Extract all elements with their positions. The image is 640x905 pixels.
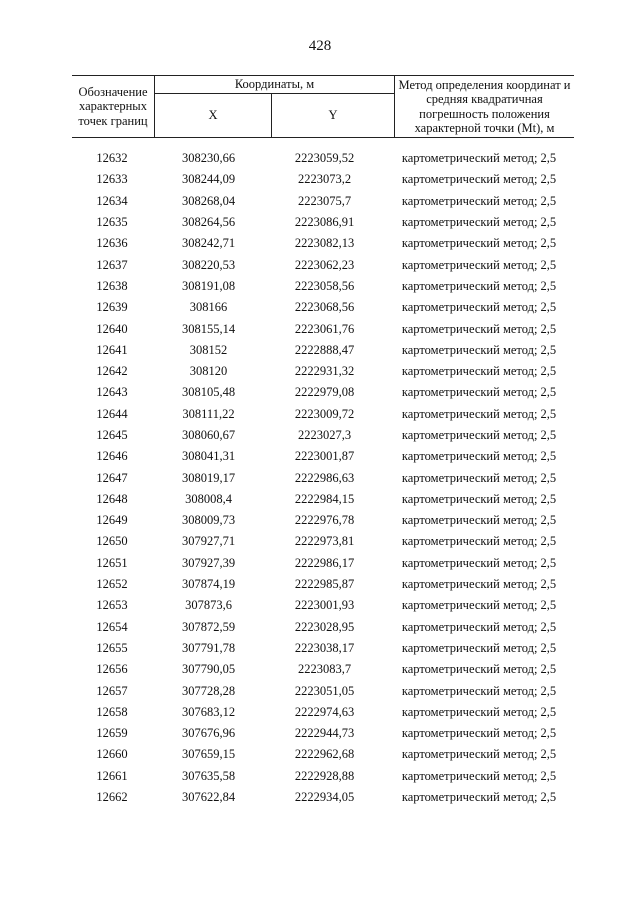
- method-cell: картометрический метод; 2,5: [401, 193, 557, 208]
- y-coordinate-cell: 2223009,72: [294, 406, 355, 421]
- method-cell: картометрический метод; 2,5: [401, 619, 557, 634]
- method-cell: картометрический метод; 2,5: [401, 470, 557, 485]
- point-id-cell: 12656: [96, 662, 128, 677]
- point-id-cell: 12637: [96, 257, 128, 272]
- y-coordinate-cell: 2222986,63: [294, 470, 355, 485]
- method-cell: картометрический метод; 2,5: [401, 300, 557, 315]
- x-coordinate-cell: 308019,17: [181, 470, 236, 485]
- table-row: [72, 233, 574, 254]
- y-coordinate-cell: 2223062,23: [294, 257, 355, 272]
- method-cell: картометрический метод; 2,5: [401, 491, 557, 506]
- x-coordinate-cell: 308242,71: [181, 236, 236, 251]
- point-id-cell: 12655: [96, 640, 128, 655]
- x-coordinate-cell: 308166: [189, 300, 228, 315]
- point-id-cell: 12653: [96, 598, 128, 613]
- method-cell: картометрический метод; 2,5: [401, 428, 557, 442]
- table-row: [72, 404, 574, 425]
- method-cell: картометрический метод; 2,5: [401, 662, 557, 677]
- x-coordinate-cell: 307872,59: [181, 619, 236, 634]
- point-id-cell: 12648: [96, 491, 128, 506]
- x-coordinate-cell: 308041,31: [181, 449, 236, 464]
- table-row: [72, 617, 574, 638]
- point-id-cell: 12633: [96, 172, 128, 187]
- method-header: Метод определения координат и средняя квадратичная погрешность положения характерной точки (Mt), м: [395, 76, 575, 138]
- table-row: [72, 212, 574, 233]
- table-row: [72, 787, 574, 808]
- y-coordinate-cell: 2222944,73: [294, 726, 355, 741]
- point-id-cell: 12660: [96, 747, 128, 762]
- y-coordinate-cell: 2223086,91: [294, 215, 355, 230]
- table-row: [72, 254, 574, 275]
- x-coordinate-cell: 308268,04: [181, 193, 236, 208]
- x-coordinate-cell: 308111,22: [182, 406, 235, 421]
- y-coordinate-cell: 2223058,56: [294, 278, 355, 293]
- method-cell: картометрический метод; 2,5: [401, 704, 557, 719]
- point-id-cell: 12640: [96, 321, 128, 336]
- page-number: 428: [308, 38, 332, 54]
- method-cell: картометрический метод; 2,5: [401, 406, 557, 421]
- x-coordinate-cell: 308230,66: [181, 151, 236, 166]
- point-id-cell: 12647: [96, 470, 128, 485]
- table-row: [72, 553, 574, 574]
- y-coordinate-cell: 2222931,32: [294, 364, 355, 379]
- x-coordinate-cell: 308264,56: [181, 215, 236, 230]
- table-row: [72, 638, 574, 659]
- x-coordinate-cell: 307676,96: [181, 726, 236, 741]
- table-row: [72, 318, 574, 339]
- point-designation-header: Обозначение характерных точек границ: [72, 76, 155, 138]
- table-row: [72, 680, 574, 701]
- y-coordinate-cell: 2222974,63: [294, 704, 355, 719]
- point-id-cell: 12650: [96, 534, 128, 549]
- method-cell: картометрический метод; 2,5: [401, 172, 557, 187]
- y-coordinate-cell: 2222928,88: [294, 768, 355, 783]
- table-row: [72, 446, 574, 467]
- table-row: [72, 744, 574, 765]
- method-cell: картометрический метод; 2,5: [401, 555, 557, 570]
- method-cell: картометрический метод; 2,5: [401, 534, 557, 549]
- coordinates-header: Координаты, м: [155, 76, 395, 94]
- point-id-cell: 12643: [96, 385, 128, 400]
- x-coordinate-cell: 307728,28: [181, 683, 236, 698]
- y-coordinate-cell: 2223068,56: [294, 300, 355, 315]
- method-cell: картометрический метод; 2,5: [401, 321, 557, 336]
- y-coordinate-cell: 2223073,2: [297, 172, 352, 187]
- table-row: [72, 361, 574, 382]
- table-row: [72, 467, 574, 488]
- method-cell: картометрический метод; 2,5: [401, 768, 557, 783]
- point-id-cell: 12634: [96, 193, 128, 208]
- method-cell: картометрический метод; 2,5: [401, 342, 557, 357]
- method-cell: картометрический метод; 2,5: [401, 449, 557, 464]
- method-cell: картометрический метод; 2,5: [401, 683, 557, 698]
- point-id-cell: 12651: [96, 555, 128, 570]
- x-column-header: X: [155, 94, 272, 138]
- table-row: [72, 595, 574, 616]
- point-id-cell: 12654: [96, 619, 128, 634]
- table-row: [72, 340, 574, 361]
- point-id-cell: 12645: [96, 428, 128, 442]
- y-coordinate-cell: 2223059,52: [294, 151, 355, 166]
- table-row: [72, 574, 574, 595]
- y-coordinate-cell: 2222973,81: [294, 534, 355, 549]
- method-cell: картометрический метод; 2,5: [401, 385, 557, 400]
- coordinates-table-header: [72, 75, 574, 138]
- table-row: [72, 297, 574, 318]
- x-coordinate-cell: 308152: [189, 342, 228, 357]
- method-cell: картометрический метод; 2,5: [401, 577, 557, 592]
- y-coordinate-cell: 2222888,47: [294, 342, 355, 357]
- method-cell: картометрический метод; 2,5: [401, 215, 557, 230]
- x-coordinate-cell: 308105,48: [181, 385, 236, 400]
- point-id-cell: 12657: [96, 683, 128, 698]
- y-coordinate-cell: 2223061,76: [294, 321, 355, 336]
- method-cell: картометрический метод; 2,5: [401, 640, 557, 655]
- point-id-cell: 12659: [96, 726, 128, 741]
- point-id-cell: 12644: [96, 406, 128, 421]
- y-coordinate-cell: 2223028,95: [294, 619, 355, 634]
- point-id-cell: 12632: [96, 151, 128, 166]
- point-id-cell: 12641: [96, 342, 128, 357]
- table-row: [72, 510, 574, 531]
- x-coordinate-cell: 307873,6: [185, 598, 232, 613]
- point-id-cell: 12662: [96, 790, 128, 805]
- point-id-cell: 12658: [96, 704, 128, 719]
- point-id-cell: 12639: [96, 300, 128, 315]
- table-row: [72, 531, 574, 552]
- x-coordinate-cell: 308060,67: [181, 428, 236, 442]
- coordinates-table-body: [72, 148, 574, 808]
- method-cell: картометрический метод; 2,5: [401, 257, 557, 272]
- y-column-header: Y: [272, 94, 395, 138]
- method-cell: картометрический метод; 2,5: [401, 364, 557, 379]
- table-row: [72, 766, 574, 787]
- x-coordinate-cell: 308244,09: [181, 172, 236, 187]
- method-cell: картометрический метод; 2,5: [401, 747, 557, 762]
- y-coordinate-cell: 2222985,87: [294, 577, 355, 592]
- y-coordinate-cell: 2223075,7: [297, 193, 352, 208]
- y-coordinate-cell: 2223001,93: [294, 598, 355, 613]
- method-cell: картометрический метод; 2,5: [401, 278, 557, 293]
- table-row: [72, 169, 574, 190]
- method-cell: картометрический метод; 2,5: [401, 151, 557, 166]
- x-coordinate-cell: 308191,08: [181, 278, 236, 293]
- table-row: [72, 723, 574, 744]
- y-coordinate-cell: 2222934,05: [294, 790, 355, 805]
- x-coordinate-cell: 307683,12: [181, 704, 236, 719]
- table-row: [72, 702, 574, 723]
- method-cell: картометрический метод; 2,5: [401, 790, 557, 805]
- point-id-cell: 12638: [96, 278, 128, 293]
- point-id-cell: 12646: [96, 449, 128, 464]
- method-cell: картометрический метод; 2,5: [401, 726, 557, 741]
- y-coordinate-cell: 2222979,08: [294, 385, 355, 400]
- y-coordinate-cell: 2223051,05: [294, 683, 355, 698]
- point-id-cell: 12636: [96, 236, 128, 251]
- x-coordinate-cell: 308120: [189, 364, 228, 379]
- x-coordinate-cell: 308009,73: [181, 513, 236, 528]
- x-coordinate-cell: 307790,05: [181, 662, 236, 677]
- y-coordinate-cell: 2222984,15: [294, 491, 355, 506]
- point-id-cell: 12661: [96, 768, 128, 783]
- x-coordinate-cell: 307635,58: [181, 768, 236, 783]
- y-coordinate-cell: 2223027,3: [297, 428, 352, 442]
- method-cell: картометрический метод; 2,5: [401, 598, 557, 613]
- y-coordinate-cell: 2222986,17: [294, 555, 355, 570]
- x-coordinate-cell: 307874,19: [181, 577, 236, 592]
- table-row: [72, 148, 574, 169]
- x-coordinate-cell: 308220,53: [181, 257, 236, 272]
- y-coordinate-cell: 2223082,13: [294, 236, 355, 251]
- x-coordinate-cell: 307791,78: [181, 640, 236, 655]
- point-id-cell: 12649: [96, 513, 128, 528]
- table-row: [72, 659, 574, 680]
- y-coordinate-cell: 2223001,87: [294, 449, 355, 464]
- x-coordinate-cell: 307622,84: [181, 790, 236, 805]
- y-coordinate-cell: 2222962,68: [294, 747, 355, 762]
- y-coordinate-cell: 2223038,17: [294, 640, 355, 655]
- table-row: [72, 382, 574, 403]
- table-row: [72, 425, 574, 446]
- x-coordinate-cell: 308155,14: [181, 321, 236, 336]
- table-row: [72, 191, 574, 212]
- method-cell: картометрический метод; 2,5: [401, 513, 557, 528]
- point-id-cell: 12642: [96, 364, 128, 379]
- point-id-cell: 12652: [96, 577, 128, 592]
- table-row: [72, 489, 574, 510]
- x-coordinate-cell: 308008,4: [185, 491, 232, 506]
- x-coordinate-cell: 307927,71: [181, 534, 236, 549]
- x-coordinate-cell: 307927,39: [181, 555, 236, 570]
- x-coordinate-cell: 307659,15: [181, 747, 236, 762]
- y-coordinate-cell: 2222976,78: [294, 513, 355, 528]
- point-id-cell: 12635: [96, 215, 128, 230]
- method-cell: картометрический метод; 2,5: [401, 236, 557, 251]
- y-coordinate-cell: 2223083,7: [297, 662, 352, 677]
- table-row: [72, 276, 574, 297]
